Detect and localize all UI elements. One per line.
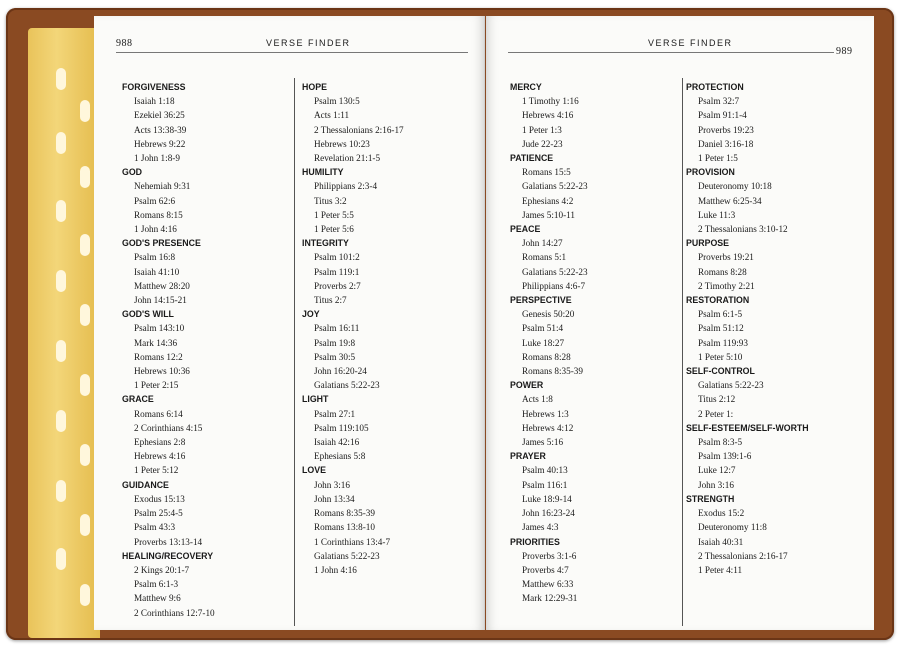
topic-group (510, 378, 680, 449)
verse-reference: Mark 12:29-31 (522, 593, 578, 604)
verse-reference: Psalm 8:3-5 (698, 437, 743, 448)
verse-reference: 1 Peter 5:12 (134, 465, 179, 476)
thumb-index-tab[interactable] (56, 340, 66, 362)
verse-reference: 2 Thessalonians 2:16-17 (698, 550, 788, 561)
thumb-index-tab[interactable] (80, 100, 90, 122)
verse-reference: Luke 18:27 (522, 337, 565, 348)
verse-reference: Hebrews 1:3 (522, 408, 569, 419)
topic-heading: FORGIVENESS (122, 82, 186, 92)
verse-reference: Psalm 30:5 (314, 351, 356, 362)
verse-reference: Proverbs 13:13-14 (134, 536, 203, 547)
thumb-index-tab[interactable] (80, 584, 90, 606)
verse-reference: Ephesians 4:2 (522, 195, 574, 206)
verse-reference: Isaiah 42:16 (314, 437, 360, 448)
topic-group (302, 236, 474, 307)
topic-heading: POWER (510, 380, 544, 391)
verse-reference: Psalm 19:8 (314, 337, 356, 348)
thumb-index-tab[interactable] (56, 270, 66, 292)
topic-heading: PERSPECTIVE (510, 295, 572, 306)
verse-reference: Psalm 16:11 (314, 323, 360, 334)
topic-heading: LIGHT (302, 394, 329, 405)
thumb-index-tab[interactable] (56, 132, 66, 154)
verse-reference: Psalm 139:1-6 (698, 451, 752, 462)
verse-reference: 1 Peter 1:3 (522, 124, 562, 135)
topic-heading: HUMILITY (302, 167, 344, 178)
topic-group (510, 222, 680, 293)
verse-reference: 1 John 1:8-9 (134, 153, 180, 164)
verse-reference: John 13:34 (314, 493, 355, 504)
verse-reference: Romans 8:35-39 (314, 508, 375, 519)
topic-group (510, 449, 680, 534)
verse-reference: Proverbs 19:23 (698, 124, 754, 135)
topic-heading: SELF-ESTEEM/SELF-WORTH (686, 422, 809, 433)
verse-reference: Psalm 43:3 (134, 522, 176, 533)
verse-reference: Psalm 91:1-4 (698, 110, 747, 121)
thumb-index-tab[interactable] (80, 514, 90, 536)
topic-heading: HEALING/RECOVERY (122, 550, 214, 561)
topic-heading: GRACE (122, 394, 154, 405)
verse-reference: Psalm 40:13 (522, 465, 568, 476)
verse-reference: Romans 12:2 (134, 351, 183, 362)
thumb-index-tab[interactable] (56, 68, 66, 90)
verse-reference: 1 John 4:16 (134, 224, 177, 235)
verse-reference: Psalm 119:1 (314, 266, 360, 277)
verse-reference: 1 Peter 5:6 (314, 224, 354, 235)
verse-reference: Ephesians 5:8 (314, 451, 366, 462)
verse-reference: Isaiah 1:18 (134, 96, 175, 107)
topic-group (302, 165, 474, 236)
topic-group (510, 293, 680, 378)
verse-reference: Psalm 6:1-5 (698, 309, 743, 320)
page-number: 989 (836, 46, 853, 57)
topic-group (122, 165, 292, 236)
verse-column (686, 80, 868, 577)
thumb-index-tab[interactable] (80, 304, 90, 326)
verse-reference: Titus 3:2 (314, 195, 347, 206)
verse-reference: 2 Corinthians 12:7-10 (134, 607, 215, 618)
running-head: VERSE FINDER (648, 38, 733, 48)
verse-reference: Luke 11:3 (698, 209, 736, 220)
verse-reference: 1 Peter 2:15 (134, 380, 179, 391)
topic-heading: PATIENCE (510, 153, 554, 164)
topic-heading: GOD'S PRESENCE (122, 238, 201, 249)
topic-group (302, 307, 474, 392)
topic-group (510, 535, 680, 606)
verse-reference: Revelation 21:1-5 (314, 153, 381, 164)
topic-heading: RESTORATION (686, 295, 750, 306)
verse-reference: Deuteronomy 10:18 (698, 181, 772, 192)
topic-group (122, 307, 292, 392)
verse-reference: Psalm 25:4-5 (134, 508, 183, 519)
verse-reference: John 14:15-21 (134, 295, 187, 306)
verse-column (510, 80, 680, 606)
verse-reference: 2 Thessalonians 3:10-12 (698, 224, 788, 235)
verse-reference: Proverbs 19:21 (698, 252, 754, 263)
verse-reference: Philippians 2:3-4 (314, 181, 378, 192)
verse-reference: John 14:27 (522, 238, 563, 249)
verse-reference: Galatians 5:22-23 (698, 380, 764, 391)
verse-reference: Romans 5:1 (522, 252, 567, 263)
verse-reference: Isaiah 40:31 (698, 536, 744, 547)
verse-reference: Proverbs 3:1-6 (522, 550, 577, 561)
verse-reference: Daniel 3:16-18 (698, 138, 754, 149)
topic-group (686, 165, 868, 236)
verse-reference: Genesis 50:20 (522, 309, 575, 320)
thumb-index-tab[interactable] (80, 234, 90, 256)
verse-reference: Hebrews 4:16 (522, 110, 574, 121)
topic-heading: PROTECTION (686, 82, 744, 92)
verse-reference: Hebrews 4:12 (522, 422, 574, 433)
topic-group (686, 236, 868, 293)
verse-reference: Psalm 16:8 (134, 252, 176, 263)
topic-group (686, 492, 868, 577)
verse-reference: 1 Peter 5:5 (314, 209, 354, 220)
column-divider (682, 78, 683, 626)
thumb-index-tab[interactable] (56, 480, 66, 502)
verse-reference: Ezekiel 36:25 (134, 110, 185, 121)
verse-reference: Psalm 101:2 (314, 252, 360, 263)
topic-heading: PRAYER (510, 451, 546, 462)
verse-reference: Hebrews 9:22 (134, 138, 186, 149)
verse-reference: Romans 8:15 (134, 209, 183, 220)
verse-column (122, 80, 292, 620)
verse-reference: Psalm 51:4 (522, 323, 564, 334)
topic-heading: INTEGRITY (302, 238, 349, 249)
topic-heading: MERCY (510, 82, 542, 92)
verse-reference: Hebrews 10:36 (134, 366, 190, 377)
verse-reference: Galatians 5:22-23 (314, 380, 380, 391)
right-page (486, 16, 874, 630)
topic-group (122, 549, 292, 620)
thumb-index-tab[interactable] (56, 410, 66, 432)
verse-reference: Romans 6:14 (134, 408, 183, 419)
verse-reference: 2 Kings 20:1-7 (134, 564, 190, 575)
verse-reference: Psalm 6:1-3 (134, 579, 179, 590)
verse-reference: Deuteronomy 11:8 (698, 522, 767, 533)
verse-reference: James 5:10-11 (522, 209, 575, 220)
verse-reference: Psalm 51:12 (698, 323, 744, 334)
topic-heading: PURPOSE (686, 238, 730, 249)
verse-reference: Luke 12:7 (698, 465, 736, 476)
topic-group (122, 392, 292, 477)
verse-reference: Luke 18:9-14 (522, 493, 572, 504)
running-head: VERSE FINDER (266, 38, 351, 48)
verse-reference: Matthew 28:20 (134, 280, 190, 291)
verse-reference: Mark 14:36 (134, 337, 178, 348)
thumb-index-tab[interactable] (80, 374, 90, 396)
topic-group (122, 478, 292, 549)
verse-reference: Jude 22-23 (522, 138, 563, 149)
verse-reference: Proverbs 2:7 (314, 280, 361, 291)
verse-reference: 1 Peter 5:10 (698, 351, 743, 362)
topic-group (302, 392, 474, 463)
verse-reference: Romans 15:5 (522, 167, 571, 178)
verse-reference: Hebrews 10:23 (314, 138, 370, 149)
verse-reference: Titus 2:7 (314, 295, 347, 306)
verse-reference: 2 Thessalonians 2:16-17 (314, 124, 404, 135)
header-rule (508, 52, 834, 53)
verse-reference: James 4:3 (522, 522, 559, 533)
verse-reference: Psalm 119:105 (314, 422, 369, 433)
verse-reference: Exodus 15:2 (698, 508, 745, 519)
verse-reference: Romans 8:35-39 (522, 366, 583, 377)
verse-reference: John 3:16 (314, 479, 350, 490)
verse-reference: Romans 8:28 (698, 266, 747, 277)
thumb-index-tab[interactable] (56, 200, 66, 222)
verse-reference: Psalm 62:6 (134, 195, 176, 206)
verse-reference: Ephesians 2:8 (134, 437, 186, 448)
verse-reference: John 16:23-24 (522, 508, 575, 519)
verse-reference: John 3:16 (698, 479, 734, 490)
thumb-index-tab[interactable] (80, 166, 90, 188)
topic-heading: PRIORITIES (510, 536, 560, 547)
topic-group (302, 463, 474, 577)
verse-reference: Exodus 15:13 (134, 493, 185, 504)
verse-reference: Galatians 5:22-23 (314, 550, 380, 561)
thumb-index-tab[interactable] (56, 548, 66, 570)
verse-reference: Nehemiah 9:31 (134, 181, 191, 192)
topic-group (686, 80, 868, 165)
left-page (94, 16, 485, 630)
topic-group (686, 421, 868, 492)
verse-reference: Psalm 119:93 (698, 337, 748, 348)
verse-reference: Galatians 5:22-23 (522, 266, 588, 277)
verse-reference: John 16:20-24 (314, 366, 367, 377)
verse-reference: 2 Peter 1: (698, 408, 734, 419)
verse-reference: Galatians 5:22-23 (522, 181, 588, 192)
topic-heading: GOD'S WILL (122, 309, 174, 320)
verse-reference: 1 Peter 4:11 (698, 564, 743, 575)
topic-group (510, 151, 680, 222)
topic-group (686, 364, 868, 421)
topic-heading: GUIDANCE (122, 479, 169, 490)
verse-reference: 1 John 4:16 (314, 564, 357, 575)
topic-heading: PROVISION (686, 167, 735, 178)
verse-reference: Psalm 143:10 (134, 323, 185, 334)
verse-reference: Psalm 116:1 (522, 479, 568, 490)
verse-reference: Acts 13:38-39 (134, 124, 187, 135)
topic-group (122, 236, 292, 307)
topic-heading: GOD (122, 167, 143, 178)
topic-heading: PEACE (510, 224, 541, 235)
verse-reference: Acts 1:11 (314, 110, 350, 121)
topic-group (302, 80, 474, 165)
verse-reference: Psalm 32:7 (698, 96, 740, 107)
verse-reference: Matthew 9:6 (134, 593, 181, 604)
verse-reference: 2 Corinthians 4:15 (134, 422, 203, 433)
verse-reference: Acts 1:8 (522, 394, 553, 405)
verse-reference: Philippians 4:6-7 (522, 280, 586, 291)
thumb-index-tab[interactable] (80, 444, 90, 466)
verse-reference: Romans 8:28 (522, 351, 571, 362)
verse-reference: Titus 2:12 (698, 394, 736, 405)
verse-reference: Matthew 6:25-34 (698, 195, 762, 206)
verse-reference: 1 Corinthians 13:4-7 (314, 536, 391, 547)
verse-reference: Hebrews 4:16 (134, 451, 186, 462)
verse-reference: Psalm 27:1 (314, 408, 356, 419)
topic-group (686, 293, 868, 364)
topic-heading: STRENGTH (686, 493, 735, 504)
topic-group (122, 80, 292, 165)
verse-reference: Proverbs 4:7 (522, 564, 569, 575)
verse-reference: Psalm 130:5 (314, 96, 360, 107)
header-rule (116, 52, 468, 53)
verse-reference: Matthew 6:33 (522, 579, 574, 590)
verse-reference: Isaiah 41:10 (134, 266, 180, 277)
page-number: 988 (116, 38, 133, 49)
topic-heading: HOPE (302, 82, 327, 92)
verse-column (302, 80, 474, 577)
verse-reference: James 5:16 (522, 437, 564, 448)
topic-heading: JOY (302, 309, 320, 320)
verse-reference: Romans 13:8-10 (314, 522, 375, 533)
topic-heading: SELF-CONTROL (686, 366, 755, 377)
column-divider (294, 78, 295, 626)
verse-reference: 1 Peter 1:5 (698, 153, 738, 164)
topic-group (510, 80, 680, 151)
verse-reference: 1 Timothy 1:16 (522, 96, 579, 107)
topic-heading: LOVE (302, 465, 326, 476)
verse-reference: 2 Timothy 2:21 (698, 280, 755, 291)
